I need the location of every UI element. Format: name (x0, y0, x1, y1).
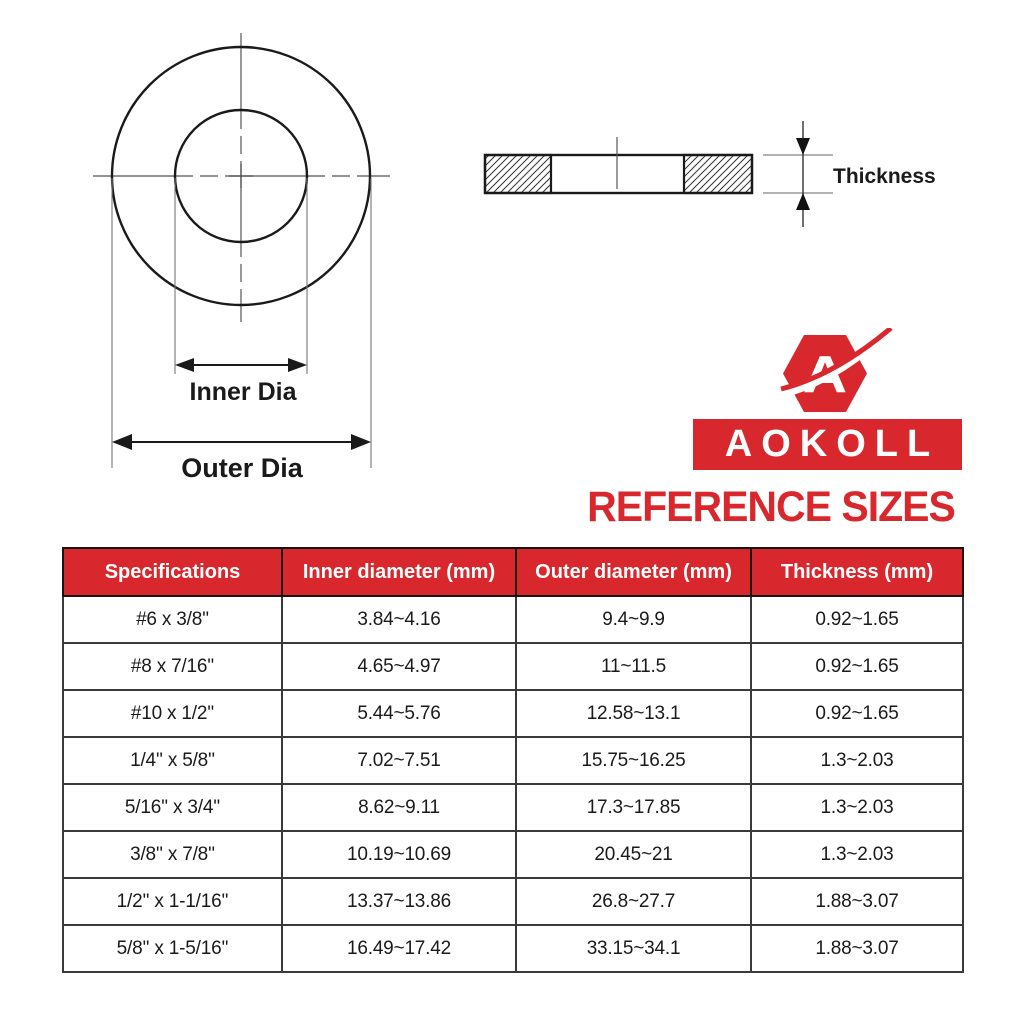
arrow-left-icon (112, 434, 132, 450)
cell-spec: #10 x 1/2'' (63, 690, 282, 737)
reference-sizes-table (62, 547, 964, 973)
table-row (63, 925, 963, 972)
table-row (63, 784, 963, 831)
cell-outer: 12.58~13.1 (516, 690, 751, 737)
cell-inner: 16.49~17.42 (282, 925, 516, 972)
brand-banner (693, 419, 962, 470)
arrow-right-icon (288, 358, 307, 372)
table-row (63, 878, 963, 925)
arrow-right-icon (351, 434, 371, 450)
cell-inner: 13.37~13.86 (282, 878, 516, 925)
table-row (63, 643, 963, 690)
table-row (63, 737, 963, 784)
cell-inner: 8.62~9.11 (282, 784, 516, 831)
outer-dia-label: Outer Dia (181, 453, 303, 483)
table-row (63, 690, 963, 737)
header-specifications: Specifications (63, 548, 282, 596)
cell-inner: 4.65~4.97 (282, 643, 516, 690)
washer-side-view-diagram (440, 90, 960, 250)
thickness-label: Thickness (833, 165, 936, 188)
cell-thickness: 1.88~3.07 (751, 925, 963, 972)
cell-outer: 33.15~34.1 (516, 925, 751, 972)
cell-outer: 11~11.5 (516, 643, 751, 690)
cell-outer: 9.4~9.9 (516, 596, 751, 643)
arrow-left-icon (175, 358, 194, 372)
washer-front-view-diagram (0, 0, 480, 500)
cell-spec: 5/16'' x 3/4'' (63, 784, 282, 831)
arrow-up-icon (796, 193, 810, 210)
cell-spec: 3/8'' x 7/8'' (63, 831, 282, 878)
cell-outer: 15.75~16.25 (516, 737, 751, 784)
table-row (63, 831, 963, 878)
cell-outer: 17.3~17.85 (516, 784, 751, 831)
cell-thickness: 1.3~2.03 (751, 737, 963, 784)
cell-spec: 1/2'' x 1-1/16'' (63, 878, 282, 925)
cell-thickness: 0.92~1.65 (751, 596, 963, 643)
cell-inner: 7.02~7.51 (282, 737, 516, 784)
cell-spec: #6 x 3/8'' (63, 596, 282, 643)
cell-thickness: 1.3~2.03 (751, 784, 963, 831)
cell-inner: 10.19~10.69 (282, 831, 516, 878)
hatched-section-left (485, 155, 551, 193)
cell-thickness: 0.92~1.65 (751, 643, 963, 690)
cell-thickness: 0.92~1.65 (751, 690, 963, 737)
table-header-row (63, 548, 963, 596)
header-inner-diameter: Inner diameter (mm) (282, 548, 516, 596)
header-outer-diameter: Outer diameter (mm) (516, 548, 751, 596)
page-title: REFERENCE SIZES (587, 482, 955, 531)
table-row (63, 596, 963, 643)
cell-spec: 1/4'' x 5/8'' (63, 737, 282, 784)
logo-letter: A (802, 346, 848, 404)
cell-thickness: 1.3~2.03 (751, 831, 963, 878)
hatched-section-right (684, 155, 752, 193)
cell-thickness: 1.88~3.07 (751, 878, 963, 925)
cell-outer: 26.8~27.7 (516, 878, 751, 925)
cell-inner: 5.44~5.76 (282, 690, 516, 737)
cell-inner: 3.84~4.16 (282, 596, 516, 643)
cell-spec: #8 x 7/16'' (63, 643, 282, 690)
cell-spec: 5/8'' x 1-5/16'' (63, 925, 282, 972)
brand-name: AOKOLL (724, 423, 940, 465)
arrow-down-icon (796, 138, 810, 155)
inner-dia-label: Inner Dia (189, 378, 297, 406)
aokoll-logo-icon (775, 328, 900, 423)
header-thickness: Thickness (mm) (751, 548, 963, 596)
cell-outer: 20.45~21 (516, 831, 751, 878)
